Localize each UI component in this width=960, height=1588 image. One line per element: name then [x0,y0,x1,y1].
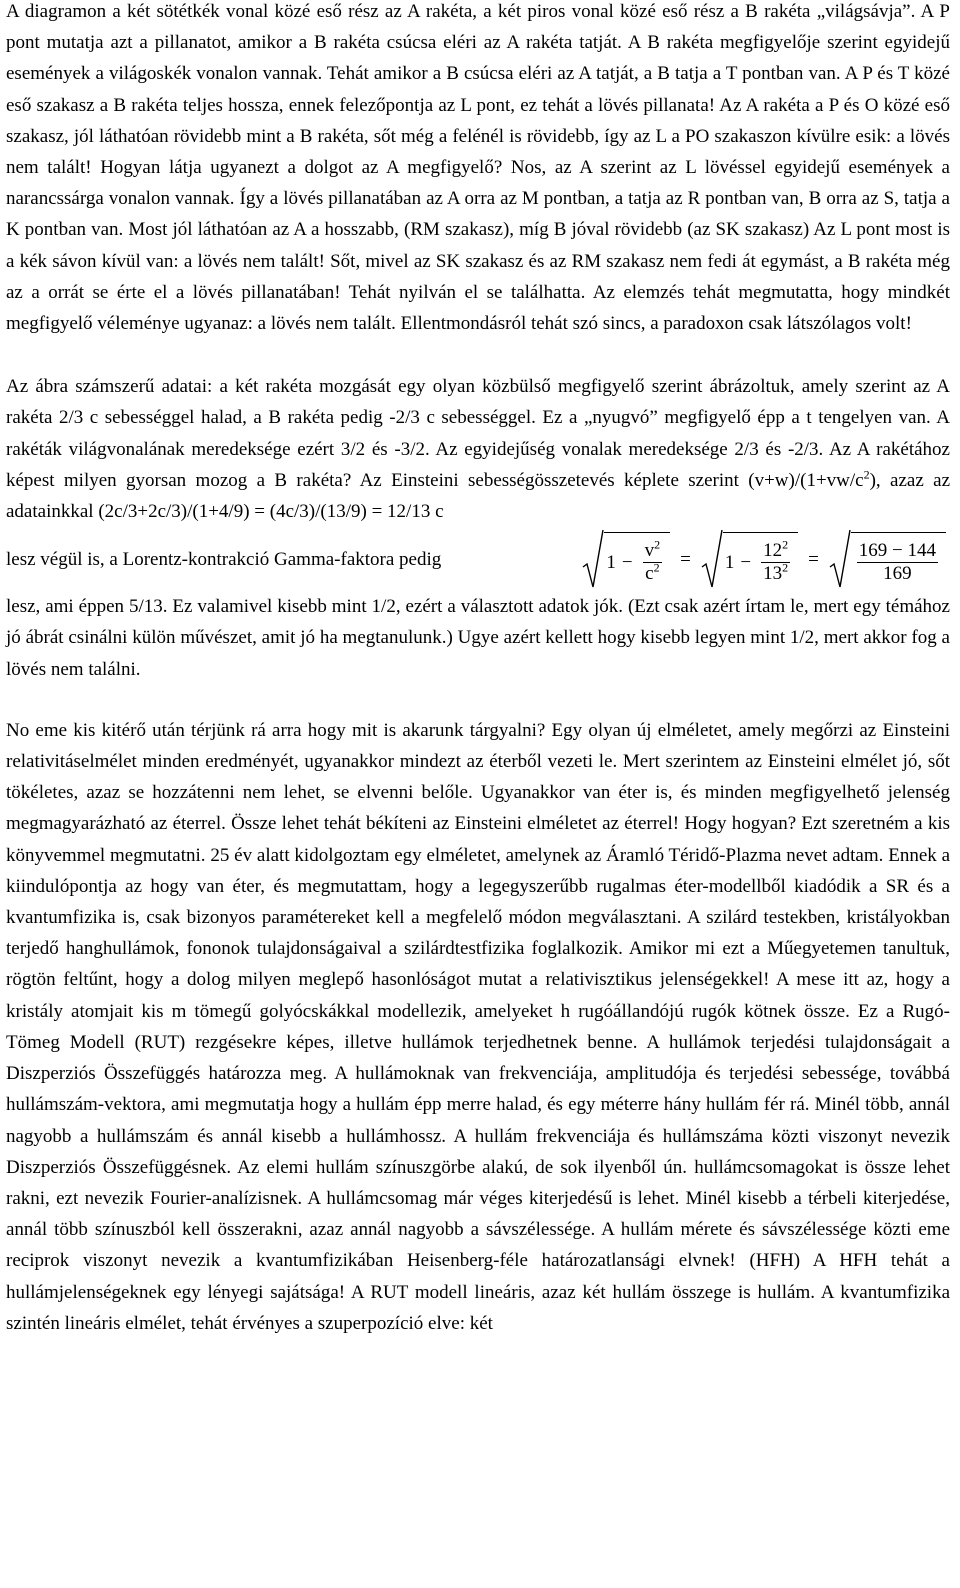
fraction-numerator: 169 − 144 [858,539,936,561]
sqrt-2 [701,529,798,589]
fraction-v2-c2: $\frac{v^2}{c^2}$ [644,537,661,584]
paragraph-velocity-text [6,371,950,527]
velocity-text-a: Az ábra számszerű adatai: a két rakéta mozgását egy olyan közbülső megfigyelő szerint ábrázoltuk, amely szerint az A rakéta 2/3 c sebességgel halad, a B rakéta pedig -2/3 c sebességgel. Ez a „nyugvó” megfigyelő épp a t tengelyen van. A rakéták világvonalának meredeksége ezért 3/2 és -3/2. Az egyidejűség vonalak meredeksége 2/3 és -2/3. Az A rakétához képest milyen gyorsan mozog a B rakéta? Az Einsteini sebességösszetevés képlete szerint (v+w)/(1+vw/c [6,376,950,491]
minus-sign: − [740,551,752,573]
fraction-12-13: $\frac{12^2}{13^2}$ [763,537,789,584]
fraction-denominator: c [645,562,654,584]
document-page [6,0,950,1339]
minus-sign: − [621,551,633,573]
fraction-169 [857,540,938,585]
paragraph-new-theory: No eme kis kitérő után térjünk rá arra hogy mit is akarunk tárgyalni? Egy olyan új elméletet, amely megőrzi az Einsteini relativitáselmélet minden eredményét, ugyanakkor mindezt az éterből vezeti le. Mert szerintem az Einsteini elmélet jó, sőt tökéletes, azaz se hozzátenni nem lehet, se elvenni belőle. Ugyanakkor van éter is, és minden megfigyelhető jelenség megmagyarázható az éterrel. Össze lehet tehát békíteni az Einsteini elméletet az éterrel! Hogy hogyan? Ezt szeretném a kis könyvemmel megmutatni. 25 év alatt kidolgoztam egy elméletet, amelynek az Áramló Téridő-Plazma nevet adtam. Ennek a kiindulópontja az hogy van éter, és megmutattam, hogy a legegyszerűbb rugalmas éter-modellből kiadódik a SR és a kvantumfizika is, csak bizonyos paramétereket kell a megfelelő módon megválasztani. A szilárd testekben, kristályokban terjedő hanghullámok, fononok tulajdonságaival a szilárdtestfizika foglalkozik. Amikor mi ezt a Műegyetemen tanultuk, rögtön feltűnt, hogy a dolog milyen meglepő hasonlóságot mutat a relativisztikus jelenségekkel! A mese itt az, hogy a kristály atomjait kis m tömegű golyócskákkal modellezik, amelyeket h rugóállandójú rugók kötnek össze. Ez a Rugó-Tömeg Modell (RUT) rezgésekre képes, illetve hullámok terjedhetnek benne. A hullámok terjedési tulajdonságait a Diszperziós Összefüggés határozza meg. A hullámoknak van frekvenciája, amplitudója és terjedési sebessége, továbbá hullámszám-vektora, ami megmutatja hogy a hullám épp merre halad, és egy méterre hány hullám fér rá. Minél több, annál nagyobb a hullámszám és annál kisebb a hullámhossz. A hullám frekvenciája és hullámszáma közti viszonyt nevezik Diszperziós Összefüggésnek. Az elemi hullám színuszgörbe alakú, de sok ilyenből ún. hullámcsomagokat is össze lehet rakni, ezt nevezik Fourier-analízisnek. A hullámcsomag már véges kiterjedésű is lehet. Minél kisebb a térbeli kiterjedése, annál több színuszból kell összerakni, azaz annál nagyobb a sávszélessége. A hullám mérete és sávszélessége közti eme reciprok viszonyt nevezik a kvantumfizikában Heisenberg-féle határozatlansági elvnek! (HFH) A HFH tehát a hullámjelenségeknek egy lényegi sajátsága! A RUT modell lineáris, azaz két hullám összege is hullám. A kvantumfizika szintén lineáris elmélet, tehát érvényes a szuperpozíció elve: két [6,719,950,1334]
gamma-factor-formula [578,529,950,589]
paragraph-numeric-data [6,371,950,685]
equals-sign: = [808,548,819,570]
paragraph-result-text: lesz, ami éppen 5/13. Ez valamivel kisebb mint 1/2, ezért a választott adatok jók. (Ezt csak azért írtam le, mert egy témához jó ábrát csinálni külön művészet, amit jó ha megtanulunk.) Ugye azért kellett hogy kisebb legyen mint 1/2, mert akkor fog a lövés nem találni. [6,596,950,680]
fraction-denominator: 169 [883,562,912,584]
lorentz-formula-row [6,527,950,591]
sqrt-3 [829,529,946,589]
fraction-numerator: 12 [763,539,783,561]
paragraph-diagram-explanation: A diagramon a két sötétkék vonal közé eső rész az A rakéta, a két piros vonal közé eső rész a B rakéta „világsávja”. A P pont mutatja azt a pillanatot, amikor a B rakéta csúcsa eléri az A rakéta tatját. A B rakéta megfigyelője szerint egyidejű események a világoskék vonalon vannak. Tehát amikor a B csúcsa eléri az A tatját, a B tatja a T pontban van. A P és T közé eső szakasz a B rakéta teljes hossza, ennek felezőpontja az L pont, ez tehát a lövés pillanata! Az A rakéta a P és O közé eső szakasz, jól láthatóan rövidebb mint a B rakéta, sőt még a felénél is rövidebb, így az L a PO szakaszon kívülre esik: a lövés nem talált! Hogyan látja ugyanezt a dolgot az A megfigyelő? Nos, az A szerint az L lövéssel egyidejű események a narancssárga vonalon vannak. Így a lövés pillanatában az A orra az M pontban, a tatja az R pontban van, B orra az S, tatja a K pontban van. Most jól láthatóan az A a hosszabb, (RM szakasz), míg B jóval rövidebb (az SK szakasz) Az L pont most is a kék sávon kívül van: a lövés nem talált! Sőt, mivel az SK szakasz és az RM szakasz nem fedi át egymást, a B rakéta még az a orrát se érte el a lövés pillanatában! Tehát nyilván el se találhatta. Az elemzés tehát megmutatta, hogy mindkét megfigyelő véleménye ugyanaz: a lövés nem talált. Ellentmondásról tehát szó sincs, a paradoxon csak látszólagos volt! [6,1,950,335]
radical-sign-icon [582,529,604,589]
formula-lead-text: lesz végül is, a Lorentz-kontrakció Gamma-faktora pedig [6,548,442,570]
term-one: 1 [606,551,616,573]
sqrt-1 [582,529,670,589]
term-one: 1 [724,551,735,573]
radical-sign-icon [829,529,851,589]
equals-sign: = [680,548,691,570]
radical-sign-icon [701,529,723,589]
fraction-numerator: v [644,539,655,561]
velocity-text-b: ), azaz az adatainkkal (2c/3+2c/3)/(1+4/9) = (4c/3)/(13/9) = 12/13 c [6,469,951,523]
fraction-denominator: 13 [763,562,783,584]
velocity-exponent: 2 [863,467,870,482]
